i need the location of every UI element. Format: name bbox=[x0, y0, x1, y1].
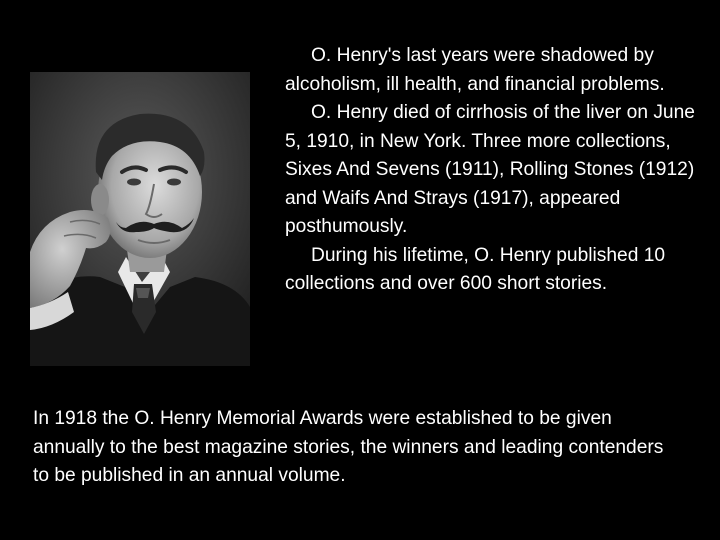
paragraph-death: O. Henry died of cirrhosis of the liver on June 5, 1910, in New York. Three more collections, Sixes And Sevens (1911), Rolling Stones (1912) and Waifs And Strays (1917), appeared posthumously. bbox=[285, 102, 695, 237]
portrait-photo bbox=[30, 72, 250, 366]
paragraph-lifetime: During his lifetime, O. Henry published 10 collections and over 600 short stories. bbox=[285, 244, 666, 294]
paragraph-memorial-awards: In 1918 the O. Henry Memorial Awards were established to be given annually to the best magazine stories, the winners and leading contenders to be published in an annual volume. bbox=[33, 408, 664, 486]
portrait-image bbox=[30, 72, 250, 366]
footer-text-block bbox=[33, 405, 693, 491]
main-text-block bbox=[285, 42, 715, 299]
paragraph-last-years: O. Henry's last years were shadowed by alcoholism, ill health, and financial problems. bbox=[285, 45, 665, 95]
